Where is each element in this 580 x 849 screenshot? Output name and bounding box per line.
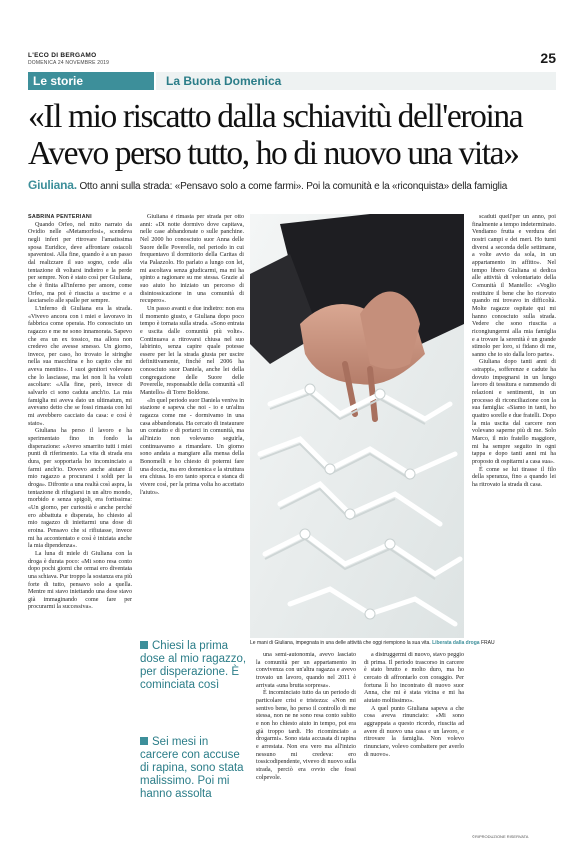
- caption-text: Le mani di Giuliana, impegnata in una delle attività che oggi riempiono la sua vita.: [250, 640, 433, 646]
- paragraph: Giuliana dopo tanti anni di «strappi», sofferenze e cadute ha dovuto impegnarsi in un lungo lavoro di tessitura e rammendo di relazioni e sentimenti, in un processo di riconciliazione con la sua famiglia: «Siamo in tanti, ho quattro sorelle e due fratelli. Dopo la mia uscita dal carcere non volevano saperne più di me. Solo Marco, il mio fratello maggiore, mi ha sempre seguito in ogni tappa e dopo tanti anni mi ha proposto di ospitarmi a casa sua».: [472, 359, 556, 465]
- pull-quote-text: Sei mesi in carcere con accuse di rapina, sono stata malissimo. Poi mi hanno assolta: [140, 736, 244, 800]
- square-bullet-icon: [140, 641, 148, 649]
- paragraph: a distruggermi di nuovo, stavo peggio di prima. Il periodo trascorso in carcere è stato brutto e molto duro, ma ho cercato di affrontarlo con coraggio. Per fortuna lì ho incontrato di nuovo suor Anna, che mi è stata vicina e mi ha aiutato moltissimo».: [364, 652, 464, 704]
- kicker: [28, 178, 556, 192]
- kicker-name: Giuliana.: [28, 178, 77, 192]
- paragraph: È come se lui tirasse il filo della speranza, fino a quando lei ha ritrovato la strada di casa.: [472, 466, 556, 488]
- paragraph: Giuliana ha perso il lavoro e ha sperimentato fino in fondo la disperazione: «Avevo smarrito tutti i miei punti di riferimento. La vita di strada era dura, per sopportarla ho incominciato a farmi anch'io. Dovevo anche aiutare il mio ragazzo a procurarsi i soldi per la droga». Difronte a una realtà così aspra, la tentazione di rifugiarsi in un altro mondo, morbido e senza spigoli, era fortissima: «Un giorno, per curiosità e anche perché ero abbattuta e disperata, ho chiesto al mio ragazzo di iniettarmi una dose di eroina. Pensavo che si rifiutasse, invece mi ha accontentato e così è iniziata anche la mia dipendenza».: [28, 428, 132, 550]
- paragraph: Quando Orfeo, nel mito narrato da Ovidio nelle «Metamorfosi», scendeva negli inferi per ritrovare l'amatissima sposa Euridice, deve affrontare ostacoli spaventosi. Alla fine, quando è a un passo dal realizzare il suo sogno, cede alla tentazione di voltarsi indietro e la perde per sempre. Non è stato così per Giuliana, che è finita all'inferno per amore, come Orfeo, ma poi è riuscita a uscirne e a lasciarselo alle spalle per sempre.: [28, 221, 132, 305]
- headline-line-1: «Il mio riscatto dalla schiavitù dell'eroina: [28, 98, 523, 135]
- article-column-1: [28, 214, 132, 612]
- page-number: 25: [540, 50, 556, 66]
- subsection-label: La Buona Domenica: [156, 72, 556, 90]
- pull-quote-2: [140, 736, 248, 801]
- pull-quote-text: Chiesi la prima dose al mio ragazzo, per disperazione. È cominciata così: [140, 640, 247, 691]
- caption-highlight: Liberata dalla droga: [432, 640, 480, 646]
- section-label: Le storie: [28, 72, 154, 90]
- paragraph: L'inferno di Giuliana era la strada. «Vivevo ancora con i miei e lavoravo in fabbrica come operaia. Ho conosciuto un ragazzo e me ne sono innamorata. Sapevo che era un ex tossico, ma allora non credevo che avesse smesso. Un giorno, invece, per caso, ho trovato le siringhe nella sua macchina e ho capito che mi aveva mentito». I suoi genitori volevano che lo lasciasse, ma lei non li ha voluti ascoltare: «Alla fine, però, invece di salvarlo ci sono caduta anch'io. La mia famiglia mi aveva dato un ultimatum, mi avevano detto che se fossi rimasta con lui mi avrebbero cacciato da casa: e così è stato».: [28, 305, 132, 427]
- paragraph: La luna di miele di Giuliana con la droga è durata poco: «Mi sono resa conto dopo pochi giorni che ormai ero diventata una schiava. Pur troppo la sostanza era più forte di tutto, pensavo solo a quella. Mentre mi stavo iniettando una dose stavo già immaginando come fare per procurarmi la successiva».: [28, 550, 132, 611]
- paragraph: scaduti quell'per un anno, poi finalmente a tempo indeterminato. Vendiamo frutta e verdura dei nostri campi e dei meri. Ho turni diversi a seconda delle settimane, a volte avvio da sola, in un appartamento in affitto». Nel tempo libero Giuliana si dedica alle attività di volontariato della Comunità il Mantello: «Voglio restituire il bene che ho ricevuto quando mi trovavo in difficoltà. Molte ragazze ospitate qui mi hanno conosciuto sulla strada. Vedere che sono riuscita a ricongiungermi alla mia famiglia e a trovare la serenità è un grande stimolo per loro, si fidano di me, sanno che io sto dalla loro parte».: [472, 214, 556, 358]
- photo-caption: [250, 638, 495, 649]
- paragraph: È incominciato tutto da un periodo di particolare crisi e tristezza: «Non mi sentivo bene, ho perso il controllo di me stessa, non ne ne sono resa conto subito e non ho chiesto aiuto in tempo, poi era già troppo tardi. Ho ricominciato a drogarmi». Sono stata accusata di rapina e arrestata. Non era vero ma all'inizio nessuno mi credeva: ero tossicodipendente, vivevo di nuovo sulla strada, perciò era ovvio che fossi colpevole.: [256, 690, 356, 781]
- publication-name: L'ECO DI BERGAMO: [28, 52, 97, 59]
- pull-quote-1: [140, 640, 248, 692]
- paragraph: «In quel periodo suor Daniela veniva in stazione e sapeva che noi - io e un'altra ragazza come me - dormivamo in una casa abbandonata. Ha cercato di instaurare un contatto e di portarci in comunità, ma all'inizio non volevamo seguirla, continuavamo a rimandare. Un giorno sono andata a mangiare alla mensa della Bonomelli e ho chiesto di potermi fare una doccia, ma ero domenica e la struttura era chiusa. Io ero tanto sporca e stanca di vivere così, per la prima volta ho accettato l'aiuto».: [140, 397, 244, 496]
- copyright-notice: ©RIPRODUZIONE RISERVATA: [472, 834, 529, 839]
- kicker-text: Otto anni sulla strada: «Pensavo solo a come farmi». Poi la comunità e la «riconquista» della famiglia: [76, 181, 508, 192]
- paragraph: una semi-autonomia, avevo lasciato la comunità per un appartamento in convivenza con un'altra ragazza e avevo trovato un lavoro, quando nel 2011 è arrivata «una brutta sorpresa».: [256, 652, 356, 689]
- article-photo: [250, 214, 464, 638]
- section-bar: [28, 72, 556, 90]
- headline: [28, 98, 556, 172]
- article-column-3: [256, 652, 356, 832]
- byline: SABRINA PENTERIANI: [28, 214, 92, 220]
- article-column-4: [364, 652, 464, 832]
- headline-line-2: Avevo perso tutto, ho di nuovo una vita»: [28, 135, 519, 172]
- publication-date: DOMENICA 24 NOVEMBRE 2019: [28, 60, 110, 66]
- photo-credit: FRAU: [479, 640, 495, 646]
- paragraph: Giuliana è rimasta per strada per otto anni: «Di notte dormivo dove capitava, nelle case abbandonate o sulle panchine. Nel 2000 ho conosciuto suor Anna delle Suore delle Poverelle, nel periodo in cui frequentavo il dormitorio della Caritas di via Palazzolo. Ho parlato a lungo con lei, mi ascoltava senza giudicarmi, ma mi ha spinto a ragionare su me stessa. Grazie al suo aiuto ho iniziato un percorso di disintossicazione in una comunità di recupero».: [140, 214, 244, 305]
- article-column-5: [472, 214, 556, 830]
- paragraph: A quel punto Giuliana sapeva a che cosa aveva rinunciato: «Mi sono aggrappata a questo ricordo, riuscita ad avere di nuovo una casa e un lavoro, e ritrovare la famiglia. Non volevo rinunciare, volevo combattere per averlo di nuovo».: [364, 705, 464, 758]
- article-column-2: [140, 214, 244, 634]
- paragraph: Un passo avanti e due indietro: non era il momento giusto, e Giuliana dopo poco tempo è tornata sulla strada. «Sono entrata e uscita dalle comunità più volte». Continuava a ritrovarsi chiusa nel suo labirinto, senza capire quale potesse essere per lei la strada giusta per uscire definitivamente, finché nel 2006 ha conosciuto suor Daniela, anche lei della congregazione delle Suore delle Poverelle, responsabile della comunità «Il Mantello» di Torre Boldone.: [140, 305, 244, 397]
- masthead: [28, 52, 556, 66]
- square-bullet-icon: [140, 737, 148, 745]
- hands-crafting-image: [250, 214, 464, 638]
